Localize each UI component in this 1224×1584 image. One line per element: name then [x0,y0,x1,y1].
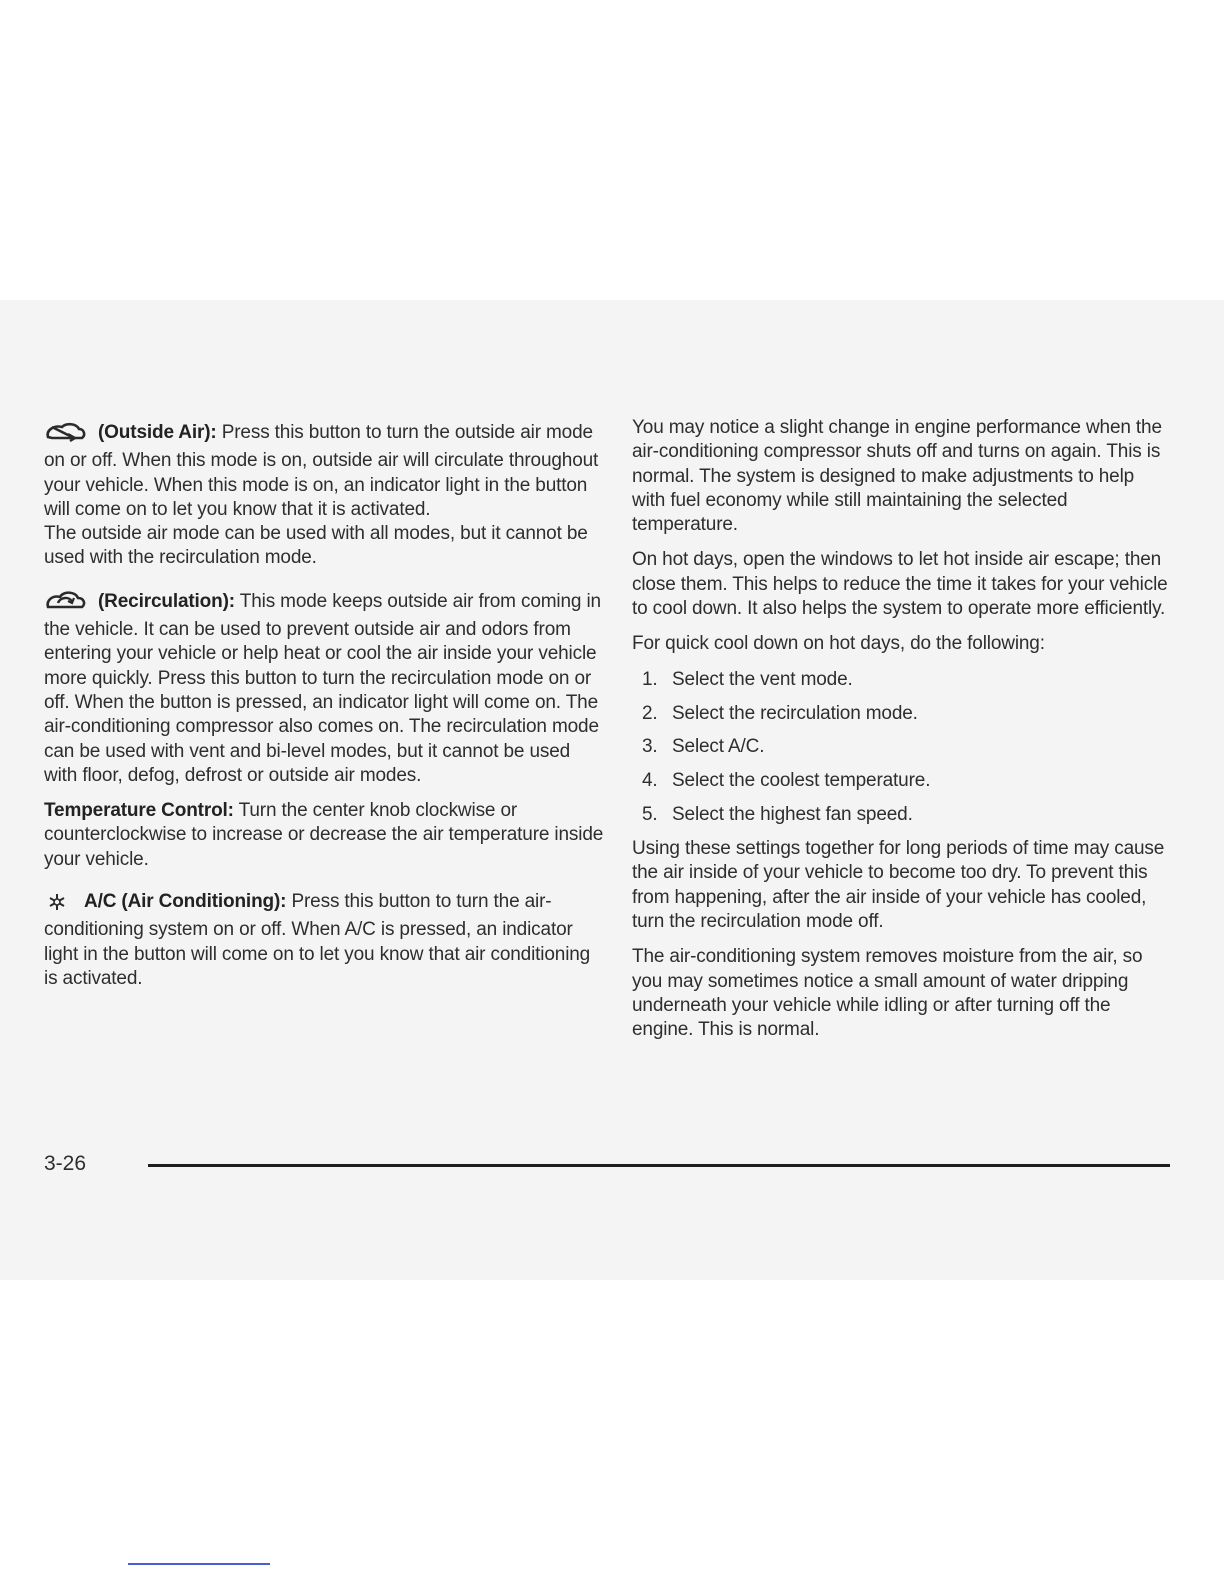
step-number: 5. [642,804,658,826]
outside-air-text-1: Press this button to turn the outside air mode on or off. When this mode is on, outside air will circulate throughout your vehicle. When this mode is on, an indicator light in the button will come on to let you know that it is activated. [44,422,599,520]
outside-air-text-2: The outside air mode can be used with all modes, but it cannot be used with the recirculation mode. [44,523,588,569]
step-number: 3. [642,736,658,758]
right-para-5: The air-conditioning system removes moisture from the air, so you may sometimes notice a small amount of water dripping underneath your vehicle while idling or after turning off the engine. This is normal. [632,946,1143,1041]
right-column [632,416,1172,1054]
footer-rule [148,1164,1170,1167]
step-text: Select the recirculation mode. [672,702,918,724]
right-para-2: On hot days, open the windows to let hot inside air escape; then close them. This helps to reduce the time it takes for your vehicle to cool down. It also helps the system to operate more efficiently. [632,549,1168,620]
outside-air-term: (Outside Air): [98,422,217,443]
recirculation-section [44,589,604,788]
step-text: Select the highest fan speed. [672,804,913,826]
link-underline [128,1563,270,1565]
temperature-control-term: Temperature Control: [44,800,234,822]
cool-down-steps [632,668,1172,828]
right-para-4: Using these settings together for long periods of time may cause the air inside of your vehicle to become too dry. To prevent this from happening, after the air inside of your vehicle has cooled, turn the recirculation mode off. [632,838,1165,933]
step-text: Select the coolest temperature. [672,770,931,792]
list-item [642,803,1172,827]
list-item [642,702,1172,726]
right-para-1: You may notice a slight change in engine performance when the air-conditioning compressor shuts off and turns on again. This is normal. The system is designed to make adjustments to help with fuel economy while still maintaining the selected temperature. [632,417,1162,536]
outside-air-icon [44,420,88,449]
ac-text: Press this button to turn the air-conditioning system on or off. When A/C is pressed, an indicator light in the button will come on to let you know that air conditioning is activated. [44,891,591,989]
step-text: Select the vent mode. [672,668,853,690]
step-number: 2. [642,702,658,724]
list-item [642,769,1172,793]
ac-term: A/C (Air Conditioning): [84,891,287,913]
step-text: Select A/C. [672,736,765,758]
list-item [642,668,1172,692]
ac-section [44,890,604,991]
recirculation-term: (Recirculation): [98,590,235,612]
temperature-control-text: Turn the center knob clockwise or counterclockwise to increase or decrease the air temperature inside your vehicle. [44,800,604,870]
step-number: 1. [642,668,658,690]
left-column [44,420,604,1002]
right-para-3: For quick cool down on hot days, do the following: [632,633,1045,655]
recirculation-icon [44,589,88,618]
list-item [642,735,1172,759]
recirculation-text: This mode keeps outside air from coming in the vehicle. It can be used to prevent outside air and odors from entering your vehicle or help heat or cool the air inside your vehicle more quickly. Press this button to turn the recirculation mode on or off. When the button is pressed, an indicator light will come on. The air-conditioning compressor also comes on. The recirculation mode can be used with vent and bi-level modes, but it cannot be used with floor, defog, defrost or outside air modes. [44,590,601,786]
page-number: 3-26 [44,1152,87,1175]
outside-air-section [44,420,604,571]
temperature-control-section [44,799,604,872]
step-number: 4. [642,770,658,792]
snowflake-icon [48,893,66,918]
